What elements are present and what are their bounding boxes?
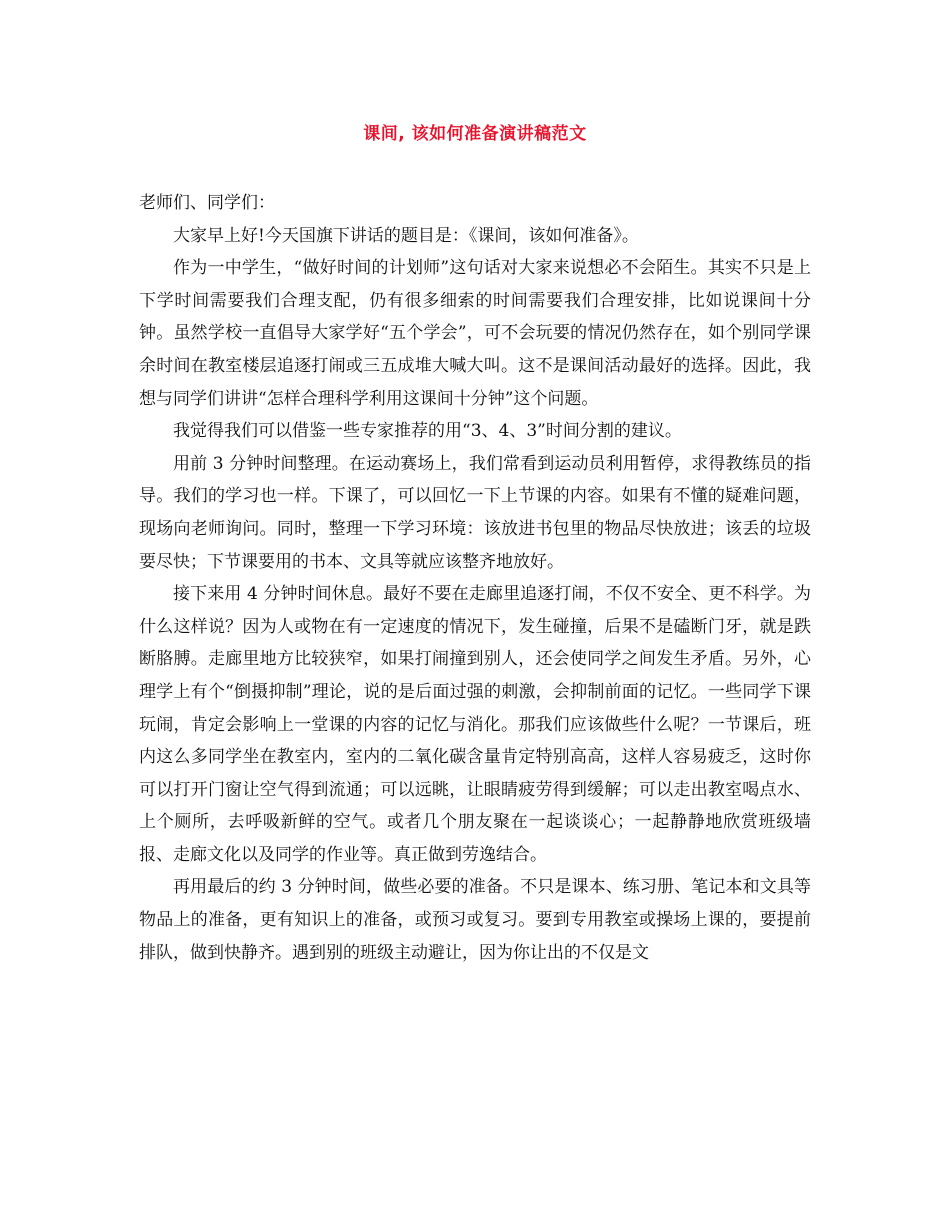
paragraph: 大家早上好!今天国旗下讲话的题目是：《课间，该如何准备》。: [173, 225, 639, 246]
paragraph: 接下来用 4 分钟时间休息。最好不要在走廊里追逐打闹，不仅不安全、更不科学。为什么这样说？因为人或物在有一定速度的情况下，发生碰撞，后果不是磕断门牙，就是跌断胳膊。走廊里地方比较狭窄，如果打闹撞到别人，还会使同学之间发生矛盾。另外，心理学上有个“倒摄抑制”理论，说的是后面过强的刺激，会抑制前面的记忆。一些同学下课玩闹，肯定会影响上一堂课的内容的记忆与消化。那我们应该做些什么呢？一节课后，班内这么多同学坐在教室内，室内的二氧化碳含量肯定特别高高，这样人容易疲乏，这时你可以打开门窗让空气得到流通；可以远眺，让眼睛疲劳得到缓解；可以走出教室喝点水、上个厕所，去呼吸新鲜的空气。或者几个朋友聚在一起谈谈心；一起静静地欣赏班级墙报、走廊文化以及同学的作业等。真正做到劳逸结合。: [139, 584, 811, 865]
paragraph: 我觉得我们可以借鉴一些专家推荐的用“3、4、3”时间分割的建议。: [173, 421, 682, 442]
paragraph: 再用最后的约 3 分钟时间，做些必要的准备。不只是课本、练习册、笔记本和文具等物品上的准备，更有知识上的准备，或预习或复习。要到专用教室或操场上课的，要提前排队，做到快静齐。遇到别的班级主动避让，因为你让出的不仅是文: [139, 877, 811, 963]
document-body: [139, 187, 811, 969]
paragraph: 用前 3 分钟时间整理。在运动赛场上，我们常看到运动员利用暂停，求得教练员的指导。我们的学习也一样。下课了，可以回忆一下上节课的内容。如果有不懂的疑难问题，现场向老师询问。同时，整理一下学习环境：该放进书包里的物品尽快放进；该丢的垃圾要尽快；下节课要用的书本、文具等就应该整齐地放好。: [139, 453, 811, 572]
document-title: 课间, 该如何准备演讲稿范文: [363, 124, 587, 144]
paragraph: 作为一中学生，“做好时间的计划师”这句话对大家来说想必不会陌生。其实不只是上下学时间需要我们合理支配，仍有很多细索的时间需要我们合理安排，比如说课间十分钟。虽然学校一直倡导大家学好“五个学会”，可不会玩要的情况仍然存在，如个别同学课余时间在教室楼层追逐打闹或三五成堆大喊大叫。这不是课间活动最好的选择。因此，我想与同学们讲讲“怎样合理科学利用这课间十分钟”这个问题。: [139, 258, 811, 409]
greeting-line: 老师们、同学们：: [139, 193, 275, 213]
